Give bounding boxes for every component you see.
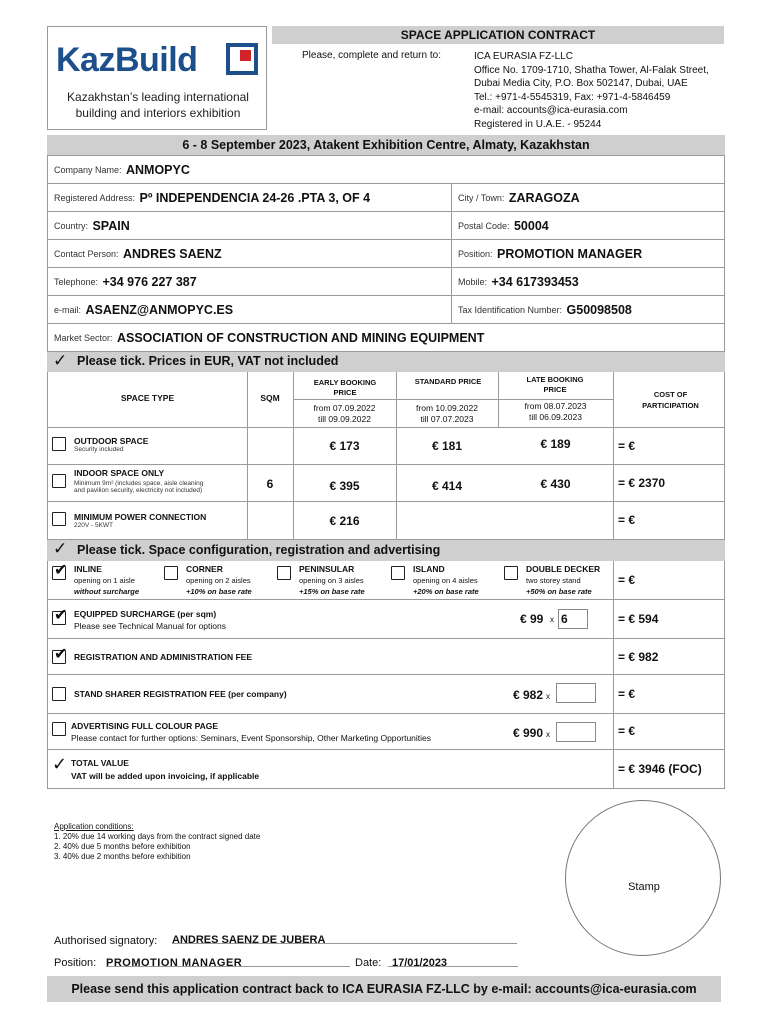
signatory-label: Authorised signatory: [54,935,158,947]
checkmark-icon: ✓ [53,539,68,558]
total-cost[interactable]: = € 3946 (FOC) [618,762,702,776]
telephone-row: Telephone: +34 976 227 387 Mobile: +34 617393453 [47,268,725,296]
postal-field[interactable]: 50004 [513,218,549,233]
sharer-qty-input[interactable] [556,683,596,703]
equipped-label: EQUIPPED SURCHARGE (per sqm) Please see Technical Manual for options [74,609,226,631]
contract-title: SPACE APPLICATION CONTRACT [272,26,724,44]
address-row: Registered Address: Pº INDEPENDENCIA 24-26 .PTA 3, OF 4 City / Town: ZARAGOZA [47,184,725,212]
col-late: LATE BOOKING PRICE [526,375,584,394]
sector-field[interactable]: ASSOCIATION OF CONSTRUCTION AND MINING EQUIPMENT [116,330,485,345]
country-row: Country: SPAIN Postal Code: 50004 [47,212,725,240]
return-address: ICA EURASIA FZ-LLC Office No. 1709-1710, Shatha Tower, Al-Falak Street, Dubai Media City, P.O. Box 502147, Dubai, UAE Tel.: +971-4-5545319, Fax: +971-4-5846459 e-mail: accounts@ica-eurasia.com Registered in U.A.E. - 95244 [474,51,709,130]
application-conditions: Application conditions: 1. 20% due 14 working days from the contract signed date 2. 40% due 5 months before exhibition 3. 40% due 2 months before exhibition [54,822,261,861]
indoor-standard-price: € 414 [431,479,463,493]
total-label: TOTAL VALUE VAT will be added upon invoicing, if applicable [71,758,260,781]
col-cost: COST OF PARTICIPATION [642,390,699,410]
config-table: ✔ INLINE opening on 1 aisle without surcharge CORNER opening on 2 aisles +10% on base rate PENINSULAR opening on 3 aisles +15% on base rate ISLAND opening on 4 aisles +20% on base rate DOUBLE DECKER two storey stand +50% on base rate = € ✔ EQUIPPED SURCHARGE (per sqm) Please see Technical Manual for options € 99 x 6 = € 594 ✔ REGISTRATION AND ADMINISTRATION FEE = € 982 STAND SHARER REGISTRATION FEE (per company) € 982 x = € ADVERTISING FULL COLOUR PAGE Please contact for further options: Seminars, Event Sponsorship, Other Marketing Opportunities € 990 x = € ✓ TOTAL VALUE VAT will be added upon invoicing, if applicable = € 3946 (FOC) [47,561,725,789]
checkmark-icon: ✓ [53,351,68,370]
date-field[interactable]: 17/01/2023 [388,953,518,967]
double-decker-checkbox[interactable] [504,566,518,580]
peninsular-checkbox[interactable] [277,566,291,580]
logo-box [47,26,267,130]
col-standard-dates: from 10.09.2022 till 07.07.2023 [416,403,478,424]
email-field[interactable]: ASAENZ@ANMOPYC.ES [85,302,234,317]
tax-field[interactable]: G50098508 [566,302,632,317]
registration-cost[interactable]: = € 982 [618,650,659,664]
indoor-cost[interactable]: = € 2370 [618,476,666,490]
address-field[interactable]: Pº INDEPENDENCIA 24-26 .PTA 3, OF 4 [139,190,371,205]
config-header: ✓ Please tick. Space configuration, registration and advertising [47,540,725,561]
logo-square-icon [226,43,258,75]
inline-checkbox[interactable]: ✔ [54,562,68,579]
inline-option: INLINE opening on 1 aisle without surcharge [74,564,140,596]
sharer-checkbox[interactable] [52,687,66,701]
indoor-late-price: € 430 [540,477,571,491]
double-decker-option: DOUBLE DECKER two storey stand +50% on base rate [526,564,601,596]
advert-price: € 990 [513,726,544,740]
sharer-price: € 982 [513,688,544,702]
advert-label: ADVERTISING FULL COLOUR PAGE Please contact for further options: Seminars, Event Sponsorship, Other Marketing Opportunities [71,721,432,743]
city-field[interactable]: ZARAGOZA [508,190,580,205]
position-field[interactable]: PROMOTION MANAGER [496,246,643,261]
advert-cost[interactable]: = € [618,724,636,738]
advert-checkbox[interactable] [52,722,66,736]
outdoor-cost[interactable]: = € [618,439,636,453]
indoor-label: INDOOR SPACE ONLY Minimum 9m² (includes space, aisle cleaning and pavilion security, electricity not included) [74,468,204,494]
equipped-checkbox[interactable]: ✔ [54,607,68,624]
sector-row: Market Sector: ASSOCIATION OF CONSTRUCTION AND MINING EQUIPMENT [47,324,725,352]
outdoor-label: OUTDOOR SPACE Security included [74,436,149,453]
email-row: e-mail: ASAENZ@ANMOPYC.ES Tax Identification Number: G50098508 [47,296,725,324]
outdoor-checkbox[interactable] [52,437,66,451]
corner-checkbox[interactable] [164,566,178,580]
col-late-dates: from 08.07.2023 till 06.09.2023 [524,401,587,422]
options-cost[interactable]: = € [618,573,636,587]
signatory-field[interactable]: ANDRES SAENZ DE JUBERA [172,930,517,944]
equipped-cost[interactable]: = € 594 [618,612,659,626]
indoor-checkbox[interactable] [52,474,66,488]
sharer-label: STAND SHARER REGISTRATION FEE (per company) [74,689,287,699]
col-standard: STANDARD PRICE [414,377,482,386]
col-space-type: SPACE TYPE [120,393,175,403]
registration-checkbox[interactable]: ✔ [54,646,68,663]
registration-label: REGISTRATION AND ADMINISTRATION FEE [74,652,253,662]
col-early-dates: from 07.09.2022 till 09.09.2022 [313,403,376,424]
country-field[interactable]: SPAIN [92,218,130,233]
contact-field[interactable]: ANDRES SAENZ [123,246,222,261]
prices-header: ✓ Please tick. Prices in EUR, VAT not included [47,352,725,372]
advert-qty-input[interactable] [556,722,596,742]
col-early: EARLY BOOKING PRICE [313,378,377,397]
outdoor-late-price: € 189 [540,437,571,451]
prices-table [47,372,725,540]
sig-position-label: Position: [54,957,97,969]
equipped-price: € 99 [520,612,544,626]
event-banner: 6 - 8 September 2023, Atakent Exhibition Centre, Almaty, Kazakhstan [47,135,725,155]
logo-tagline: Kazakhstan’s leading international building and interiors exhibition [67,90,249,120]
logo-text: KazBuild [56,41,198,79]
outdoor-standard-price: € 181 [431,439,463,453]
island-option: ISLAND opening on 4 aisles +20% on base rate [413,564,479,596]
sharer-cost[interactable]: = € [618,687,636,701]
sig-position-field[interactable]: PROMOTION MANAGER [106,953,350,967]
contact-row: Contact Person: ANDRES SAENZ Position: PROMOTION MANAGER [47,240,725,268]
equipped-qty-input[interactable]: 6 [558,609,588,629]
total-checkmark-icon: ✓ [52,754,68,774]
company-name-field[interactable]: ANMOPYC [125,163,190,177]
island-checkbox[interactable] [391,566,405,580]
indoor-early-price: € 395 [329,479,360,493]
power-label: MINIMUM POWER CONNECTION 220V - 5KWT [74,512,207,529]
peninsular-option: PENINSULAR opening on 3 aisles +15% on base rate [299,564,365,596]
power-checkbox[interactable] [52,512,66,526]
kazbuild-logo [56,41,197,80]
power-cost[interactable]: = € [618,513,636,527]
power-price: € 216 [329,514,360,528]
outdoor-early-price: € 173 [329,439,360,453]
col-sqm: SQM [260,393,280,403]
footer-banner: Please send this application contract back to ICA EURASIA FZ-LLC by e-mail: accounts@ica-eurasia.com [47,976,721,1002]
company-name-row: Company Name: ANMOPYC [47,155,725,184]
date-label: Date: [355,957,382,969]
mobile-field[interactable]: +34 617393453 [491,274,579,289]
indoor-sqm[interactable]: 6 [266,477,274,491]
corner-option: CORNER opening on 2 aisles +10% on base rate [186,564,252,596]
stamp-circle[interactable]: Stamp [565,800,721,956]
telephone-field[interactable]: +34 976 227 387 [102,274,197,289]
return-label: Please, complete and return to: [302,50,441,61]
